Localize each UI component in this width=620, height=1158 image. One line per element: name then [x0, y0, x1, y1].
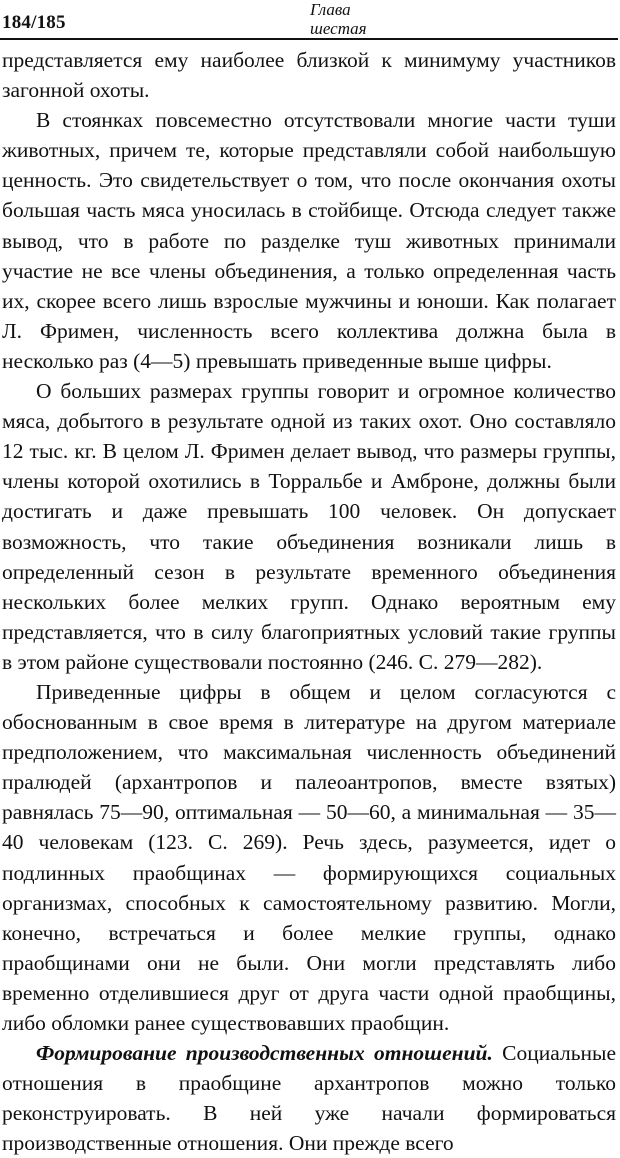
chapter-label-line-1: Глава — [310, 0, 351, 19]
paragraph-5 — [2, 1038, 616, 1158]
paragraph-4 — [2, 677, 616, 1038]
paragraph-3-text: О больших размерах группы говорит и огромное количество мяса, добытого в результате одной из таких охот. Оно составляло 12 тыс. кг. В целом Л. Фримен делает вывод, что размеры группы, члены которой охотились в Торральбе и Амброне, должны были достигать и даже превышать 100 человек. Он допускает возможность, что такие объединения возникали лишь в определенный сезон в результате временного объединения нескольких более мелких групп. Однако вероятным ему представляется, что в силу благоприятных условий такие группы в этом районе существовали постоянно (246. С. 279—282). — [2, 379, 616, 674]
header-rule — [0, 38, 618, 40]
body-text — [2, 45, 616, 1158]
chapter-label-line-2: шестая — [310, 19, 367, 38]
section-run-in-heading: Формирование производственных отношений. — [36, 1041, 493, 1066]
page-numbers: 184/185 — [2, 12, 66, 33]
paragraph-1-text: представляется ему наиболее близкой к минимуму участников загонной охоты. — [2, 48, 616, 103]
paragraph-5-text: Социальные отношения в праобщине архантропов можно только реконструировать. В ней уже начали формироваться производственные отношения. Они прежде всего — [2, 1041, 616, 1156]
paragraph-4-text: Приведенные цифры в общем и целом согласуются с обоснованным в свое время в литературе на другом материале предположением, что максимальная численность объединений пралюдей (архантропов и палеоантропов, вместе взятых) равнялась 75—90, оптимальная — 50—60, а минимальная — 35—40 человекам (123. С. 269). Речь здесь, разумеется, идет о подлинных праобщинах — формирующихся социальных организмах, способных к самостоятельному развитию. Могли, конечно, встречаться и более мелкие группы, однако праобщинами они не были. Они могли представлять либо временно отделившиеся друг от друга части одной праобщины, либо обломки ранее существовавших праобщин. — [2, 679, 616, 1035]
paragraph-1 — [2, 45, 616, 105]
chapter-label — [310, 0, 390, 38]
paragraph-2-text: В стоянках повсеместно отсутствовали многие части туши животных, причем те, которые представляли собой наибольшую ценность. Это свидетельствует о том, что после окончания охоты большая часть мяса уносилась в стойбище. Отсюда следует также вывод, что в работе по разделке туш животных принимали участие не все члены объединения, а только определенная часть их, скорее всего лишь взрослые мужчины и юноши. Как полагает Л. Фримен, численность всего коллектива должна была в несколько раз (4—5) превышать приведенные выше цифры. — [2, 108, 616, 373]
paragraph-3 — [2, 376, 616, 677]
running-header — [0, 0, 620, 40]
paragraph-2 — [2, 105, 616, 376]
